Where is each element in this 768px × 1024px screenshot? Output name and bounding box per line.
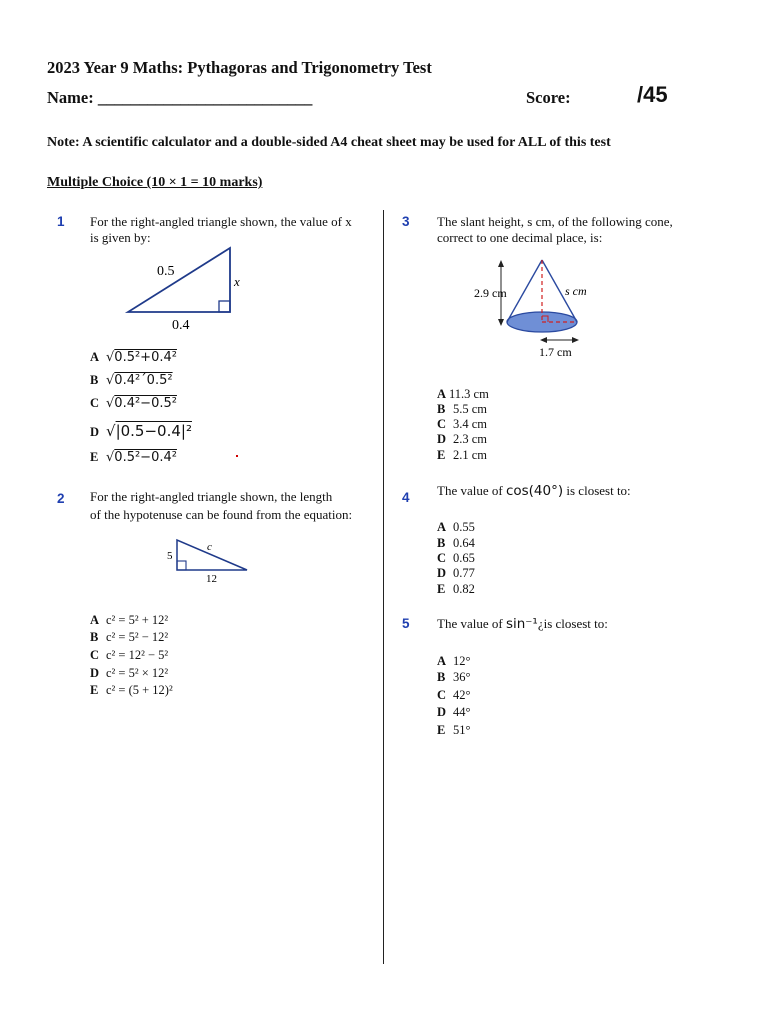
column-divider (383, 210, 384, 964)
question-4-text: The value of cos(40°) is closest to: (437, 483, 631, 499)
question-5-number: 5 (402, 616, 410, 631)
question-1-triangle (120, 245, 260, 335)
question-5-option-d[interactable]: D 44° (437, 705, 471, 719)
question-5-text: The value of sin⁻¹¿is closest to: (437, 616, 608, 632)
question-3-option-e[interactable]: E 2.1 cm (437, 448, 488, 462)
question-1-option-a[interactable]: A √0.5²+0.4² (90, 350, 177, 365)
score-label: Score: (526, 88, 571, 107)
q2-base-label: 12 (206, 573, 217, 585)
question-3-cone (470, 254, 610, 364)
question-4-option-d[interactable]: D 0.77 (437, 566, 475, 580)
page-title: 2023 Year 9 Maths: Pythagoras and Trigonometry Test (47, 58, 432, 77)
question-1-number: 1 (57, 214, 65, 229)
q1-hyp-label: 0.5 (157, 264, 175, 279)
question-4-option-c[interactable]: C 0.65 (437, 551, 475, 565)
question-1-option-b[interactable]: B √0.4²´0.5² (90, 373, 173, 388)
stray-mark (236, 455, 238, 457)
q5-math: sin⁻¹ (505, 616, 538, 632)
question-1-option-c[interactable]: C √0.4²−0.5² (90, 396, 177, 411)
q3-radius-label: 1.7 cm (539, 345, 572, 359)
section-title: Multiple Choice (10 × 1 = 10 marks) (47, 175, 263, 190)
question-5-option-b[interactable]: B 36° (437, 670, 471, 684)
question-1-option-d[interactable]: D √|0.5−0.4|² (90, 422, 192, 440)
q3-slant-label: s cm (565, 284, 587, 298)
q3-height-label: 2.9 cm (474, 286, 507, 300)
name-field: Name: __________________________ (47, 88, 313, 107)
question-2-option-b[interactable]: B c² = 5² − 12² (90, 630, 169, 644)
question-4-option-b[interactable]: B 0.64 (437, 536, 475, 550)
question-2-option-a[interactable]: A c² = 5² + 12² (90, 613, 169, 627)
question-4-number: 4 (402, 490, 410, 505)
score-total: /45 (637, 82, 668, 107)
question-3-option-c[interactable]: C 3.4 cm (437, 417, 488, 431)
q2-hyp-label: c (207, 541, 212, 553)
question-1-option-e[interactable]: E √0.5²−0.4² (90, 450, 177, 465)
question-4-option-a[interactable]: A 0.55 (437, 520, 475, 534)
question-4-option-e[interactable]: E 0.82 (437, 582, 475, 596)
q4-math: cos(40°) (505, 483, 564, 499)
question-3-text: The slant height, s cm, of the following cone, correct to one decimal place, is: (437, 214, 673, 245)
question-2-option-e[interactable]: E c² = (5 + 12)² (90, 683, 173, 697)
question-2-triangle (164, 535, 254, 585)
question-3-number: 3 (402, 214, 410, 229)
question-2-option-d[interactable]: D c² = 5² × 12² (90, 666, 169, 680)
q1-base-label: 0.4 (172, 318, 190, 333)
question-2-option-c[interactable]: C c² = 12² − 5² (90, 648, 169, 662)
question-1-text: For the right-angled triangle shown, the value of x is given by: (90, 214, 352, 245)
question-5-option-a[interactable]: A 12° (437, 654, 471, 668)
question-5-option-c[interactable]: C 42° (437, 688, 471, 702)
question-3-option-a[interactable]: A 11.3 cm (437, 387, 489, 401)
q1-side-label: x (234, 274, 240, 289)
question-2-text: For the right-angled triangle shown, the length of the hypotenuse can be found from the equation: (90, 489, 353, 522)
test-note: Note: A scientific calculator and a double-sided A4 cheat sheet may be used for ALL of this test (47, 135, 611, 150)
question-2-number: 2 (57, 491, 65, 506)
q2-side-label: 5 (167, 550, 173, 562)
question-5-option-e[interactable]: E 51° (437, 723, 471, 737)
question-3-option-b[interactable]: B 5.5 cm (437, 402, 488, 416)
question-3-option-d[interactable]: D 2.3 cm (437, 432, 488, 446)
